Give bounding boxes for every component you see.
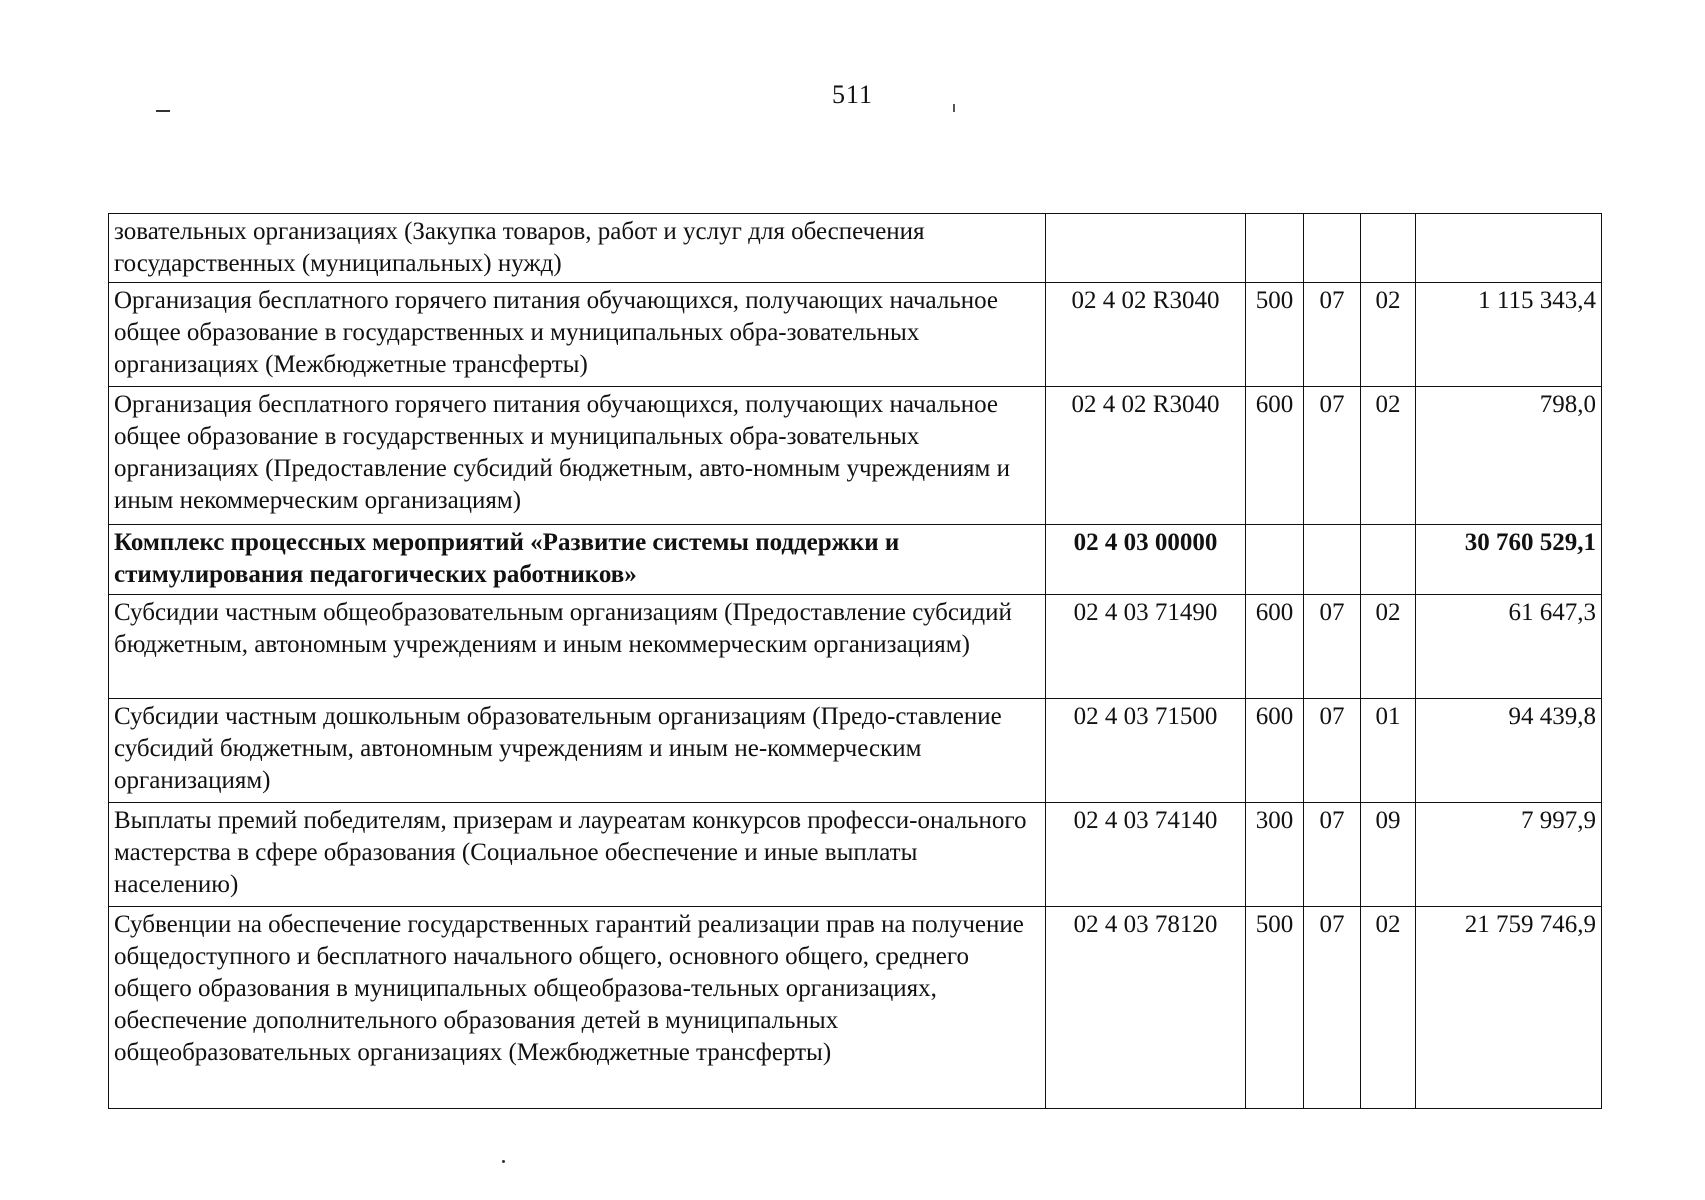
row-expense-type: 500: [1246, 283, 1304, 387]
row-target-code: 02 4 03 74140: [1046, 803, 1246, 907]
row-target-code: 02 4 03 78120: [1046, 907, 1246, 1109]
row-amount: 798,0: [1416, 387, 1602, 525]
scan-artifact-tick: [953, 104, 955, 112]
row-description: Организация бесплатного горячего питания обучающихся, получающих начальное общее образование в государственных и муниципальных обра-зовательных организациях (Межбюджетные трансферты): [109, 283, 1046, 387]
row-section: [1304, 214, 1361, 283]
row-expense-type: 600: [1246, 387, 1304, 525]
row-description: Комплекс процессных мероприятий «Развитие системы поддержки и стимулирования педагогических работников»: [109, 525, 1046, 595]
table-row: [109, 387, 1602, 525]
row-expense-type: 600: [1246, 699, 1304, 803]
page-number: 511: [831, 80, 874, 109]
row-target-code: 02 4 03 71490: [1046, 595, 1246, 699]
row-subsection: [1361, 214, 1416, 283]
row-subsection: 02: [1361, 595, 1416, 699]
row-amount: 1 115 343,4: [1416, 283, 1602, 387]
scan-artifact-dot: [502, 1160, 505, 1163]
table-row: [109, 283, 1602, 387]
row-description: зовательных организациях (Закупка товаров, работ и услуг для обеспечения государственных (муниципальных) нужд): [109, 214, 1046, 283]
row-expense-type: 500: [1246, 907, 1304, 1109]
row-section: 07: [1304, 283, 1361, 387]
row-amount: [1416, 214, 1602, 283]
row-expense-type: [1246, 525, 1304, 595]
budget-table: [108, 213, 1602, 1109]
row-subsection: 02: [1361, 387, 1416, 525]
row-amount: 7 997,9: [1416, 803, 1602, 907]
row-target-code: 02 4 03 00000: [1046, 525, 1246, 595]
row-section: 07: [1304, 907, 1361, 1109]
row-target-code: [1046, 214, 1246, 283]
row-amount: 21 759 746,9: [1416, 907, 1602, 1109]
scan-artifact-dash: [156, 110, 170, 112]
row-subsection: [1361, 525, 1416, 595]
row-section: 07: [1304, 699, 1361, 803]
row-section: 07: [1304, 387, 1361, 525]
row-target-code: 02 4 02 R3040: [1046, 387, 1246, 525]
table-row: [109, 699, 1602, 803]
row-section: 07: [1304, 803, 1361, 907]
row-section: 07: [1304, 595, 1361, 699]
table-row: [109, 214, 1602, 283]
row-expense-type: 300: [1246, 803, 1304, 907]
row-section: [1304, 525, 1361, 595]
row-amount: 30 760 529,1: [1416, 525, 1602, 595]
row-target-code: 02 4 03 71500: [1046, 699, 1246, 803]
row-subsection: 01: [1361, 699, 1416, 803]
table-row: [109, 803, 1602, 907]
row-expense-type: [1246, 214, 1304, 283]
table-row: [109, 595, 1602, 699]
row-subsection: 02: [1361, 907, 1416, 1109]
table-row-section-heading: [109, 525, 1602, 595]
row-subsection: 09: [1361, 803, 1416, 907]
row-description: Организация бесплатного горячего питания обучающихся, получающих начальное общее образование в государственных и муниципальных обра-зовательных организациях (Предоставление субсидий бюджетным, авто-номным учреждениям и иным некоммерческим организациям): [109, 387, 1046, 525]
row-amount: 94 439,8: [1416, 699, 1602, 803]
row-amount: 61 647,3: [1416, 595, 1602, 699]
row-target-code: 02 4 02 R3040: [1046, 283, 1246, 387]
row-description: Выплаты премий победителям, призерам и лауреатам конкурсов професси-онального мастерства в сфере образования (Социальное обеспечение и иные выплаты населению): [109, 803, 1046, 907]
row-description: Субвенции на обеспечение государственных гарантий реализации прав на получение общедоступного и бесплатного начального общего, основного общего, среднего общего образования в муниципальных общеобразова-тельных организациях, обеспечение дополнительного образования детей в муниципальных общеобразовательных организациях (Межбюджетные трансферты): [109, 907, 1046, 1109]
row-description: Субсидии частным дошкольным образовательным организациям (Предо-ставление субсидий бюджетным, автономным учреждениям и иным не-коммерческим организациям): [109, 699, 1046, 803]
table-row: [109, 907, 1602, 1109]
row-description: Субсидии частным общеобразовательным организациям (Предоставление субсидий бюджетным, автономным учреждениям и иным некоммерческим организациям): [109, 595, 1046, 699]
row-expense-type: 600: [1246, 595, 1304, 699]
row-subsection: 02: [1361, 283, 1416, 387]
